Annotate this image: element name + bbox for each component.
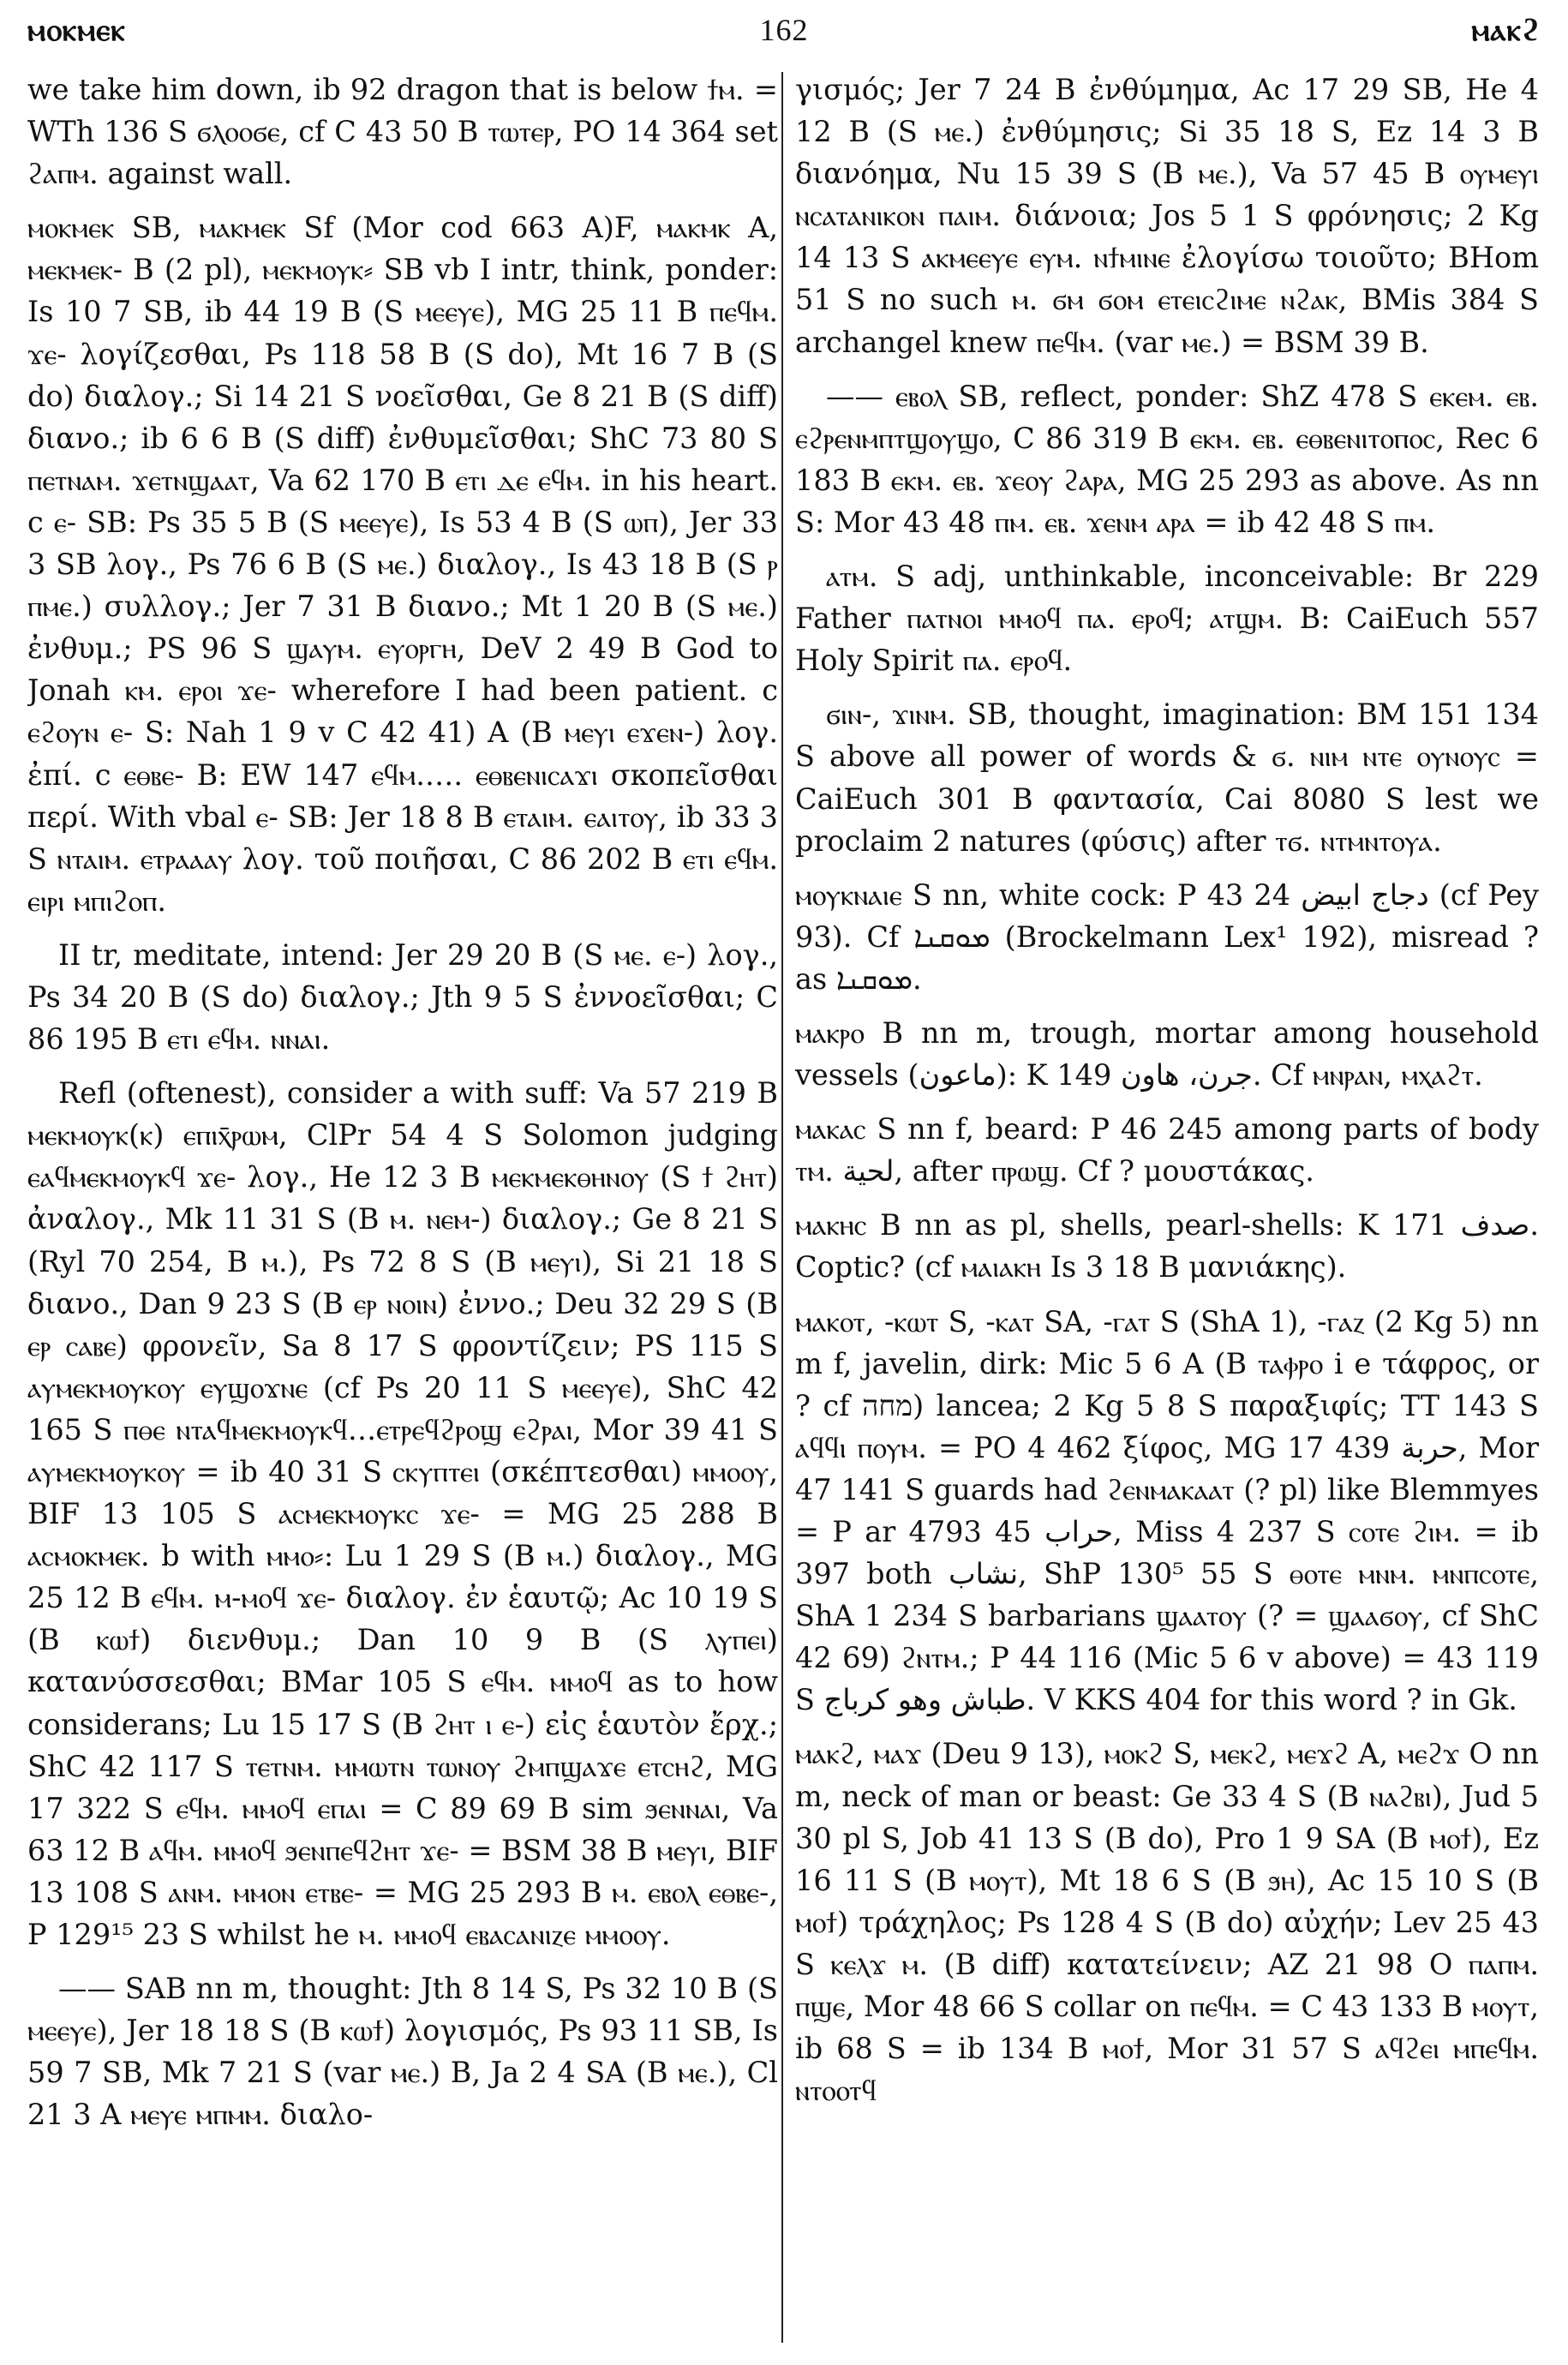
entry-makh: ⲙⲁⲕϩ, ⲙⲁϫ (Deu 9 13), ⲙⲟⲕϩ S, ⲙⲉⲕϩ, ⲙⲉϫϩ A, ⲙⲉϩϫ O nn m, neck of man or beast: Ge 33 4 S (B ⲛⲁϩⲃⲓ), Jud 5 30 pl S, Job 41 13 S (B do), Pro 1 9 SA (B ⲙⲟϯ), Ez 16 11 S (B ⲙⲟⲩⲧ), Mt 18 6 S (B ϧⲏ), Ac 15 10 S (B ⲙⲟϯ) τράχηλος; Ps 128 4 S (B do) αὐχήν; Lev 25 43 S ⲕⲉⲗϫ ⲙ. (B diff) κατατείνειν; AZ 21 98 O ⲡⲁⲡⲙ. ⲡϣⲉ, Mor 48 66 S collar on ⲡⲉϥⲙ. = C 43 133 B ⲙⲟⲩⲧ, ib 68 S = ib 134 B ⲙⲟϯ, Mor 31 57 S ⲁϥϩⲉⲓ ⲙⲡⲉϥⲙ. ⲛⲧⲟⲟⲧϥ xyxy=(795,1737,1539,2108)
page-number: 162 xyxy=(759,13,809,47)
header-right-headword: ⲙⲁⲕϩ xyxy=(1471,12,1541,48)
entry-mouknaie: ⲙⲟⲩⲕⲛⲁⲓⲉ S nn, white cock: P 43 24 دجاج ابيض (cf Pey 93). Cf ܡܘܩܢܐ (Brockelmann Lex¹ 192), misread ? as ܡܘܩܢܐ. xyxy=(795,877,1539,996)
entry-ebol: —— ⲉⲃⲟⲗ SB, reflect, ponder: ShZ 478 S ⲉⲕⲉⲙ. ⲉⲃ. ⲉϩⲣⲉⲛⲙⲡⲧϣⲟⲩϣⲟ, C 86 319 B ⲉⲕⲙ. ⲉⲃ. ⲉⲑⲃⲉⲛⲓⲧⲟⲡⲟⲥ, Rec 6 183 B ⲉⲕⲙ. ⲉⲃ. ϫⲉⲟⲩ ϩⲁⲣⲁ, MG 25 293 as above. As nn S: Mor 43 48 ⲡⲙ. ⲉⲃ. ϫⲉⲛⲙ ⲁⲣⲁ = ib 42 48 S ⲡⲙ. xyxy=(795,379,1539,539)
entry-makot: ⲙⲁⲕⲟⲧ, -ⲕⲱⲧ S, -ⲕⲁⲧ SA, -ⲅⲁⲧ S (ShA 1), -ⲅⲁⲍ (2 Kg 5) nn m f, javelin, dirk: Mic 5 6 A (B ⲧⲁⲫⲣⲟ i e τάφρος, or ? cf מחה) lancea; 2 Kg 5 8 S παραξιφίς; TT 143 S ⲁϥϥⲓ ⲡⲟⲩⲙ. = PO 4 462 ξίφος, MG 17 439 حربة, Mor 47 141 S guards had ϩⲉⲛⲙⲁⲕⲁⲁⲧ (? pl) like Blemmyes = P ar 4793 45 حراب, Miss 4 237 S ⲥⲟⲧⲉ ϩⲓⲙ. = ib 397 both نشاب, ShP 130⁵ 55 S ⲑⲟⲧⲉ ⲙⲛⲙ. ⲙⲛⲡⲥⲟⲧⲉ, ShA 1 234 S barbarians ϣⲁⲁⲧⲟⲩ (? = ϣⲁⲁϭⲟⲩ, cf ShC 42 69) ϩⲛⲧⲙ.; P 44 116 (Mic 5 6 v above) = 43 119 S طباش وهو كرباج. V KKS 404 for this word ? in Gk. xyxy=(795,1304,1539,1717)
entry-mokmek-reflexive: Refl (oftenest), consider a with suff: Va 57 219 B ⲙⲉⲕⲙⲟⲩⲕ(ⲕ) ⲉⲡⲓⲭ̄ⲣⲱⲙ, ClPr 54 4 S Solomon judging ⲉⲁϥⲙⲉⲕⲙⲟⲩⲕϥ ϫⲉ- λογ., He 12 3 B ⲙⲉⲕⲙⲉⲕⲑⲏⲛⲟⲩ (S ϯ ϩⲏⲧ) ἀναλογ., Mk 11 31 S (B ⲙ. ⲛⲉⲙ-) διαλογ.; Ge 8 21 S (Ryl 70 254, B ⲙ.), Ps 72 8 S (B ⲙⲉⲩⲓ), Si 21 18 S διανο., Dan 9 23 S (B ⲉⲣ ⲛⲟⲓⲛ) ἐννο.; Deu 32 29 S (B ⲉⲣ ⲥⲁⲃⲉ) φρονεῖν, Sa 8 17 S φροντίζειν; PS 115 S ⲁⲩⲙⲉⲕⲙⲟⲩⲕⲟⲩ ⲉⲩϣⲟϫⲛⲉ (cf Ps 20 11 S ⲙⲉⲉⲩⲉ), ShC 42 165 S ⲡⲑⲉ ⲛⲧⲁϥⲙⲉⲕⲙⲟⲩⲕϥ…ⲉⲧⲣⲉϥϩⲣⲟϣ ⲉϩⲣⲁⲓ, Mor 39 41 S ⲁⲩⲙⲉⲕⲙⲟⲩⲕⲟⲩ = ib 40 31 S ⲥⲕⲩⲡⲧⲉⲓ (σκέπτεσθαι) ⲙⲙⲟⲟⲩ, BIF 13 105 S ⲁⲥⲙⲉⲕⲙⲟⲩⲕⲥ ϫⲉ- = MG 25 288 B ⲁⲥⲙⲟⲕⲙⲉⲕ. b with ⲙⲙⲟ⸗: Lu 1 29 S (B ⲙ.) διαλογ., MG 25 12 B ⲉϥⲙ. ⲙ-ⲙⲟϥ ϫⲉ- διαλογ. ἐν ἑαυτῷ; Ac 10 19 S (B ⲕⲱϯ) διενθυμ.; Dan 10 9 B (S ⲗⲩⲡⲉⲓ) κατανύσσεσθαι; BMar 105 S ⲉϥⲙ. ⲙⲙⲟϥ as to how considerans; Lu 15 17 S (B ϩⲏⲧ ⲓ ⲉ-) εἰς ἑαυτὸν ἔρχ.; ShC 42 117 S ⲧⲉⲧⲛⲙ. ⲙⲙⲱⲧⲛ ⲧⲱⲛⲟⲩ ϩⲙⲡϣⲁϫⲉ ⲉⲧⲥⲏϩ, MG 17 322 S ⲉϥⲙ. ⲙⲙⲟϥ ⲉⲡⲁⲓ = C 89 69 B sim ϧⲉⲛⲛⲁⲓ, Va 63 12 B ⲁϥⲙ. ⲙⲙⲟϥ ϧⲉⲛⲡⲉϥϩⲏⲧ ϫⲉ- = BSM 38 B ⲙⲉⲩⲓ, BIF 13 108 S ⲁⲛⲙ. ⲙⲙⲟⲛ ⲉⲧⲃⲉ- = MG 25 293 B ⲙ. ⲉⲃⲟⲗ ⲉⲑⲃⲉ-, P 129¹⁵ 23 S whilst he ⲙ. ⲙⲙⲟϥ ⲉⲃⲁⲥⲁⲛⲓⲍⲉ ⲙⲙⲟⲟⲩ. xyxy=(27,1076,778,1952)
entry-noun-continuation: γισμός; Jer 7 24 B ἐνθύμημα, Ac 17 29 SB, He 4 12 B (S ⲙⲉ.) ἐνθύμησις; Si 35 18 S, Ez 14 3 B διανόημα, Nu 15 39 S (B ⲙⲉ.), Va 57 45 B ⲟⲩⲙⲉⲩⲓ ⲛⲥⲁⲧⲁⲛⲓⲕⲟⲛ ⲡⲁⲓⲙ. διάνοια; Jos 5 1 S φρόνησις; 2 Kg 14 13 S ⲁⲕⲙⲉⲉⲩⲉ ⲉⲩⲙ. ⲛϯⲙⲓⲛⲉ ἐλογίσω τοιοῦτο; BHom 51 S no such ⲙ. ϭⲙ ϭⲟⲙ ⲉⲧⲉⲓⲥϩⲓⲙⲉ ⲛϩⲁⲕ, BMis 384 S archangel knew ⲡⲉϥⲙ. (var ⲙⲉ.) = BSM 39 B. xyxy=(795,73,1539,359)
entry-mokmek: ⲙⲟⲕⲙⲉⲕ SB, ⲙⲁⲕⲙⲉⲕ Sf (Mor cod 663 A)F, ⲙⲁⲕⲙⲕ A, ⲙⲉⲕⲙⲉⲕ- B (2 pl), ⲙⲉⲕⲙⲟⲩⲕ⸗ SB vb I intr, think, ponder: Is 10 7 SB, ib 44 19 B (S ⲙⲉⲉⲩⲉ), MG 25 11 B ⲡⲉϥⲙ. ϫⲉ- λογίζεσθαι, Ps 118 58 B (S do), Mt 16 7 B (S do) διαλογ.; Si 14 21 S νοεῖσθαι, Ge 8 21 B (S diff) διανο.; ib 6 6 B (S diff) ἐνθυμεῖσθαι; ShC 73 80 S ⲡⲉⲧⲛⲁⲙ. ϫⲉⲧⲛϣⲁⲁⲧ, Va 62 170 B ⲉⲧⲓ ⲇⲉ ⲉϥⲙ. in his heart. c ⲉ- SB: Ps 35 5 B (S ⲙⲉⲉⲩⲉ), Is 53 4 B (S ⲱⲡ), Jer 33 3 SB λογ., Ps 76 6 B (S ⲙⲉ.) διαλογ., Is 43 18 B (S ⲣ ⲡⲙⲉ.) συλλογ.; Jer 7 31 B διανο.; Mt 1 20 B (S ⲙⲉ.) ἐνθυμ.; PS 96 S ϣⲁⲩⲙ. ⲉⲩⲟⲣⲅⲏ, DeV 2 49 B God to Jonah ⲕⲙ. ⲉⲣⲟⲓ ϫⲉ- wherefore I had been patient. c ⲉϩⲟⲩⲛ ⲉ- S: Nah 1 9 v C 42 41) A (B ⲙⲉⲩⲓ ⲉϫⲉⲛ-) λογ. ἐπί. c ⲉⲑⲃⲉ- B: EW 147 ⲉϥⲙ.…. ⲉⲑⲃⲉⲛⲓⲥⲁϫⲓ σκοπεῖσθαι περί. With vbal ⲉ- SB: Jer 18 8 B ⲉⲧⲁⲓⲙ. ⲉⲁⲓⲧⲟⲩ, ib 33 3 S ⲛⲧⲁⲓⲙ. ⲉⲧⲣⲁⲁⲁⲩ λογ. τοῦ ποιῆσαι, C 86 202 B ⲉⲧⲓ ⲉϥⲙ. ⲉⲓⲣⲓ ⲙⲡⲓϩⲟⲡ. xyxy=(27,211,778,918)
entry-makro: ⲙⲁⲕⲣⲟ B nn m, trough, mortar among household vessels (ماعون): K 149 جرن، هاون. Cf ⲙⲛⲣⲁⲛ, ⲙⲭⲁϩⲧ. xyxy=(795,1015,1539,1093)
entry-mokmek-noun: —— SAB nn m, thought: Jth 8 14 S, Ps 32 10 B (S ⲙⲉⲉⲩⲉ), Jer 18 18 S (B ⲕⲱϯ) λογισμός, Ps 93 11 SB, Is 59 7 SB, Mk 7 21 S (var ⲙⲉ.) B, Ja 2 4 SA (B ⲙⲉ.), Cl 21 3 A ⲙⲉⲩⲉ ⲙⲡⲙⲙ. διαλο- xyxy=(27,1972,778,2132)
entry-continuation: we take him down, ib 92 dragon that is below ϯⲙ. = WTh 136 S ϭⲗⲟⲟϭⲉ, cf C 43 50 B ⲧⲱⲧⲉⲣ, PO 14 364 set ϩⲁⲡⲙ. against wall. xyxy=(27,73,778,191)
header-left-headword: ⲙⲟⲕⲙⲉⲕ xyxy=(27,12,126,48)
entry-makas: ⲙⲁⲕⲁⲥ S nn f, beard: P 46 245 among parts of body ⲧⲙ. لحية, after ⲡⲣⲱϣ. Cf ? μουστάκας. xyxy=(795,1112,1539,1188)
page-header xyxy=(27,12,1541,63)
left-column xyxy=(27,69,778,2348)
entry-makes: ⲙⲁⲕⲏⲥ B nn as pl, shells, pearl-shells: K 171 صدف. Coptic? (cf ⲙⲁⲓⲁⲕⲏ Is 3 18 B μανιάκης). xyxy=(795,1208,1539,1284)
entry-cin: ϭⲓⲛ-, ϫⲓⲛⲙ. SB, thought, imagination: BM 151 134 S above all power of words & ϭ. ⲛⲓⲙ ⲛⲧⲉ ⲟⲩⲛⲟⲩⲥ = CaiEuch 301 B φαντασία, Cai 8080 S lest we proclaim 2 natures (φύσις) after ⲧϭ. ⲛⲧⲙⲛⲧⲟⲩⲁ. xyxy=(795,698,1539,858)
column-divider xyxy=(781,72,783,2343)
right-column xyxy=(795,69,1539,2348)
entry-atm: ⲁⲧⲙ. S adj, unthinkable, inconceivable: Br 229 Father ⲡⲁⲧⲛⲟⲓ ⲙⲙⲟϥ ⲡⲁ. ⲉⲣⲟϥ; ⲁⲧϣⲙ. B: CaiEuch 557 Holy Spirit ⲡⲁ. ⲉⲣⲟϥ. xyxy=(795,560,1539,678)
entry-mokmek-transitive: II tr, meditate, intend: Jer 29 20 B (S ⲙⲉ. ⲉ-) λογ., Ps 34 20 B (S do) διαλογ.; Jth 9 5 S ἐννοεῖσθαι; C 86 195 B ⲉⲧⲓ ⲉϥⲙ. ⲛⲛⲁⲓ. xyxy=(27,937,778,1057)
